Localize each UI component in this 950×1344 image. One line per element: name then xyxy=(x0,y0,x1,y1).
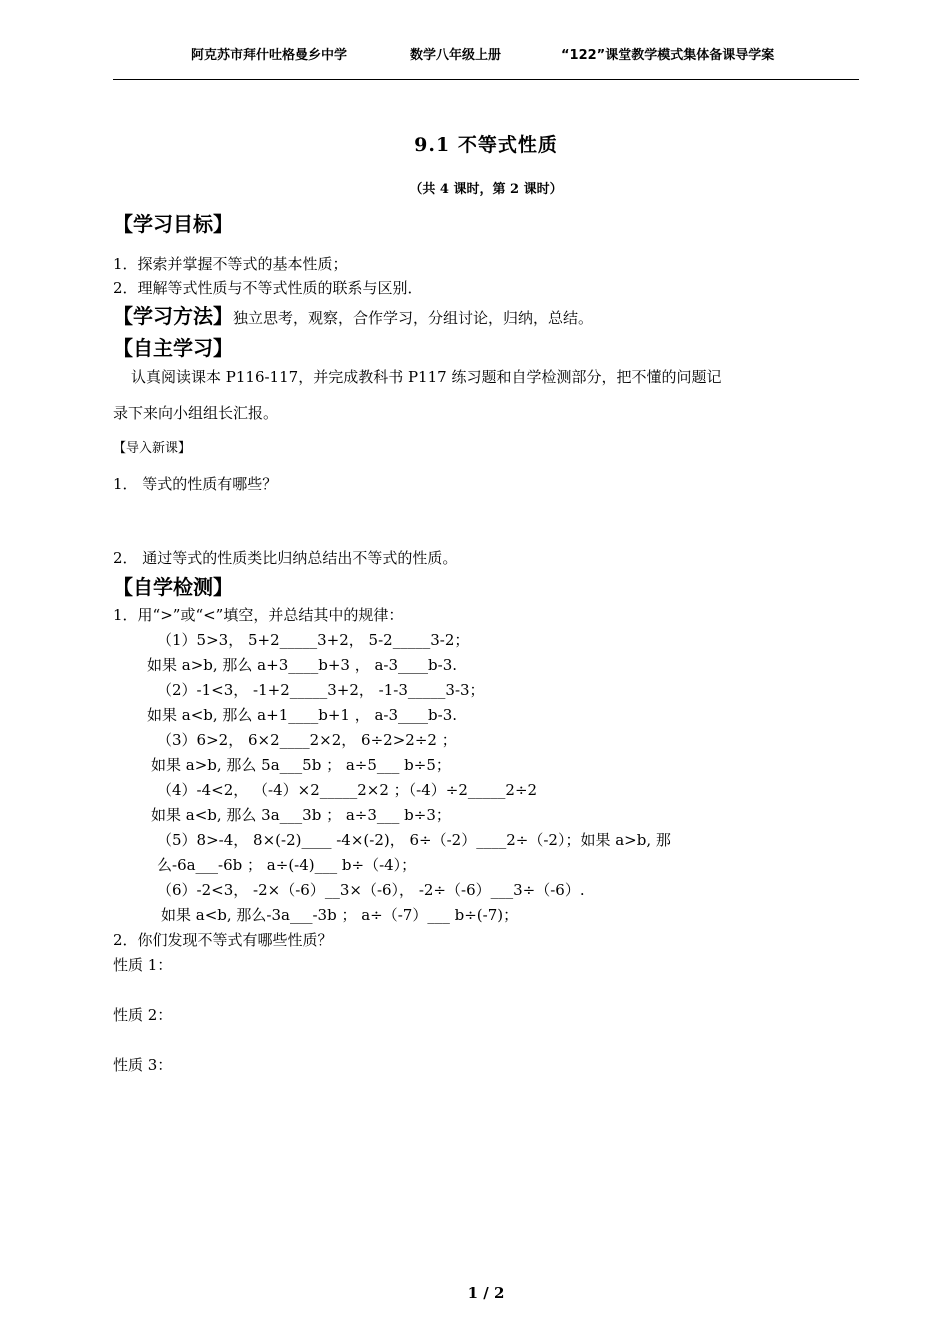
method-row xyxy=(113,303,593,329)
check-line: 如果 a>b, 那么 5a___5b ； a÷5___ b÷5； xyxy=(151,756,451,774)
check-line: （6）-2<3， -2×（-6）__3×（-6）， -2÷（-6）___3÷（-6）. xyxy=(157,881,585,899)
intro-label: 【导入新课】 xyxy=(113,441,192,456)
intro-question-2: 2． 通过等式的性质类比归纳总结出不等式的性质。 xyxy=(113,549,458,567)
self-study-line-2: 录下来向小组组长汇报。 xyxy=(113,404,279,422)
method-heading: 【学习方法】 xyxy=(113,304,233,328)
check-line: （3）6>2， 6×2____2×2， 6÷2>2÷2 ； xyxy=(157,731,457,749)
check-heading: 【自学检测】 xyxy=(113,575,233,599)
header-school: 阿克苏市拜什吐格曼乡中学 xyxy=(191,48,348,63)
header-program: “122”课堂教学模式集体备课导学案 xyxy=(561,48,775,63)
self-study-line-1: 认真阅读课本 P116-117，并完成教科书 P117 练习题和自学检测部分，把不懂的问题记 xyxy=(131,368,722,386)
property-3-label: 性质 3： xyxy=(113,1056,173,1074)
method-text: 独立思考，观察，合作学习，分组讨论，归纳，总结。 xyxy=(233,309,594,327)
objective-item-2: 2．理解等式性质与不等式性质的联系与区别． xyxy=(113,279,423,297)
check-line: （5）8>-4， 8×(-2)____ -4×(-2)， 6÷（-2）____2÷（-2）；如果 a>b, 那 xyxy=(157,831,671,849)
check-line: 么-6a___-6b ； a÷(-4)___ b÷（-4）； xyxy=(157,856,417,874)
objective-item-1: 1．探索并掌握不等式的基本性质； xyxy=(113,255,348,273)
property-1-label: 性质 1： xyxy=(113,956,173,974)
intro-question-1: 1． 等式的性质有哪些？ xyxy=(113,475,278,493)
page-subtitle: （共 4 课时，第 2 课时） xyxy=(409,182,563,197)
check-line: （4）-4<2， （-4）×2_____2×2 ；（-4）÷2_____2÷2 xyxy=(157,781,538,799)
header-subject: 数学八年级上册 xyxy=(410,48,502,63)
page-header xyxy=(113,44,859,64)
check-line: 如果 a<b, 那么 a+1____b+1 ， a-3____b-3. xyxy=(147,706,458,724)
check-line: 2．你们发现不等式有哪些性质？ xyxy=(113,931,333,949)
check-line: 如果 a<b, 那么 3a___3b ； a÷3___ b÷3； xyxy=(151,806,451,824)
check-line: 如果 a<b, 那么-3a___-3b ； a÷（-7）___ b÷(-7)； xyxy=(161,906,519,924)
objectives-heading: 【学习目标】 xyxy=(113,212,233,236)
check-line: （2）-1<3， -1+2_____3+2， -1-3_____3-3； xyxy=(157,681,485,699)
property-2-label: 性质 2： xyxy=(113,1006,173,1024)
page-title: 9.1 不等式性质 xyxy=(414,134,558,156)
page-number: 1 / 2 xyxy=(467,1284,505,1302)
header-divider xyxy=(113,79,859,80)
check-line: 如果 a>b, 那么 a+3____b+3 ， a-3____b-3. xyxy=(147,656,458,674)
check-line: 1．用“>”或“<”填空，并总结其中的规律： xyxy=(113,606,404,624)
check-line: （1）5>3， 5+2_____3+2， 5-2_____3-2； xyxy=(157,631,470,649)
self-study-heading: 【自主学习】 xyxy=(113,336,233,360)
